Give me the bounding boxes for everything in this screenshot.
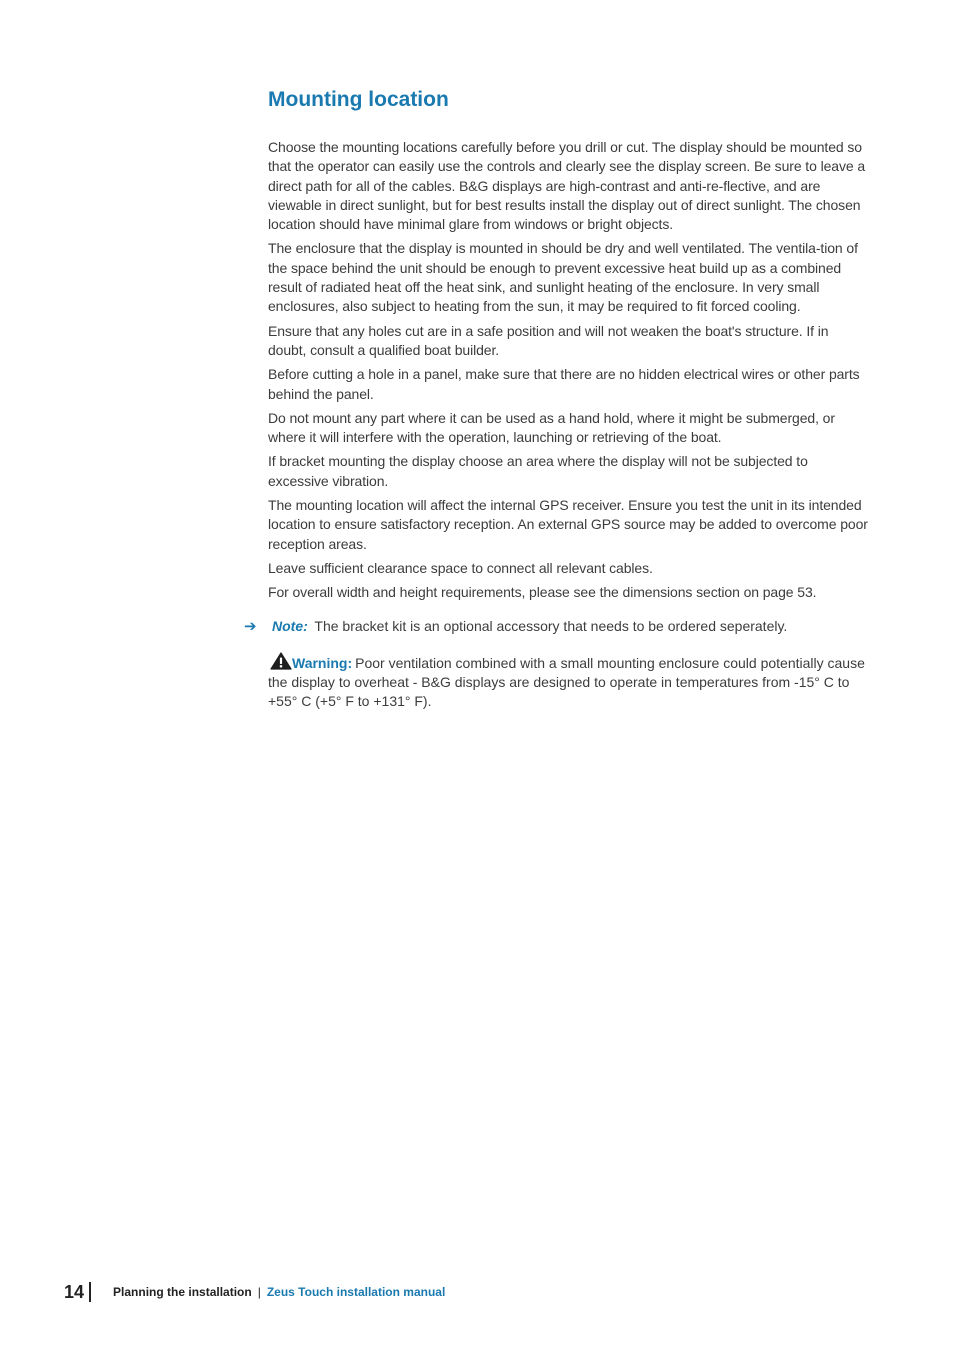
note-block: [244, 617, 870, 636]
paragraph: Before cutting a hole in a panel, make sure that there are no hidden electrical wires or other parts behind the panel.: [268, 366, 860, 402]
footer-section-name: Planning the installation: [113, 1285, 252, 1299]
warning-block: [268, 652, 870, 712]
arrow-right-icon: ➔: [244, 617, 257, 635]
footer-divider: [89, 1282, 91, 1302]
paragraph: The enclosure that the display is mounted in should be dry and well ventilated. The ventila-tion of the space behind the unit should be enough to prevent excessive heat build up as a combined result of radiated heat off the heat sink, and sunlight heating of the enclosure. In very small enclosures, also subject to heating from the sun, it may be required to fit forced cooling.: [268, 240, 858, 315]
warning-label: Warning:: [292, 654, 353, 671]
paragraph: Ensure that any holes cut are in a safe position and will not weaken the boat's structure. If in doubt, consult a qualified boat builder.: [268, 322, 829, 358]
page-footer: [64, 1280, 445, 1304]
paragraph: Choose the mounting locations carefully before you drill or cut. The display should be mounted so that the operator can easily use the controls and clearly see the display screen. Be sure to leave a direct path for all of the cables. B&G displays are high-contrast and anti-re-flective, and are viewable in direct sunlight, but for best results install the display out of direct sunlight. The chosen location should have minimal glare from windows or bright objects.: [268, 139, 866, 233]
paragraph: If bracket mounting the display choose an area where the display will not be subjected to excessive vibration.: [268, 453, 808, 489]
paragraph: Leave sufficient clearance space to connect all relevant cables.: [268, 559, 653, 576]
footer-manual-name: Zeus Touch installation manual: [266, 1285, 446, 1299]
main-content: [244, 86, 870, 712]
page-number: 14: [64, 1281, 85, 1302]
warning-triangle-icon: [270, 652, 292, 670]
footer-separator: |: [257, 1285, 261, 1299]
warning-text: Poor ventilation combined with a small mounting enclosure could potentially cause the display to overheat - B&G displays are designed to operate in temperatures from -15° C to +55° C (+5° F to +131° F).: [268, 654, 865, 710]
paragraph: The mounting location will affect the internal GPS receiver. Ensure you test the unit in its intended location to ensure satisfactory reception. An external GPS source may be added to overcome poor reception areas.: [268, 497, 868, 552]
note-text: The bracket kit is an optional accessory that needs to be ordered seperately.: [314, 617, 788, 634]
paragraph: For overall width and height requirements, please see the dimensions section on page 53.: [268, 584, 817, 601]
paragraph: Do not mount any part where it can be used as a hand hold, where it might be submerged, or where it will interfere with the operation, launching or retrieving of the boat.: [268, 409, 835, 446]
note-label: Note:: [272, 617, 308, 634]
section-title: Mounting location: [268, 88, 449, 111]
